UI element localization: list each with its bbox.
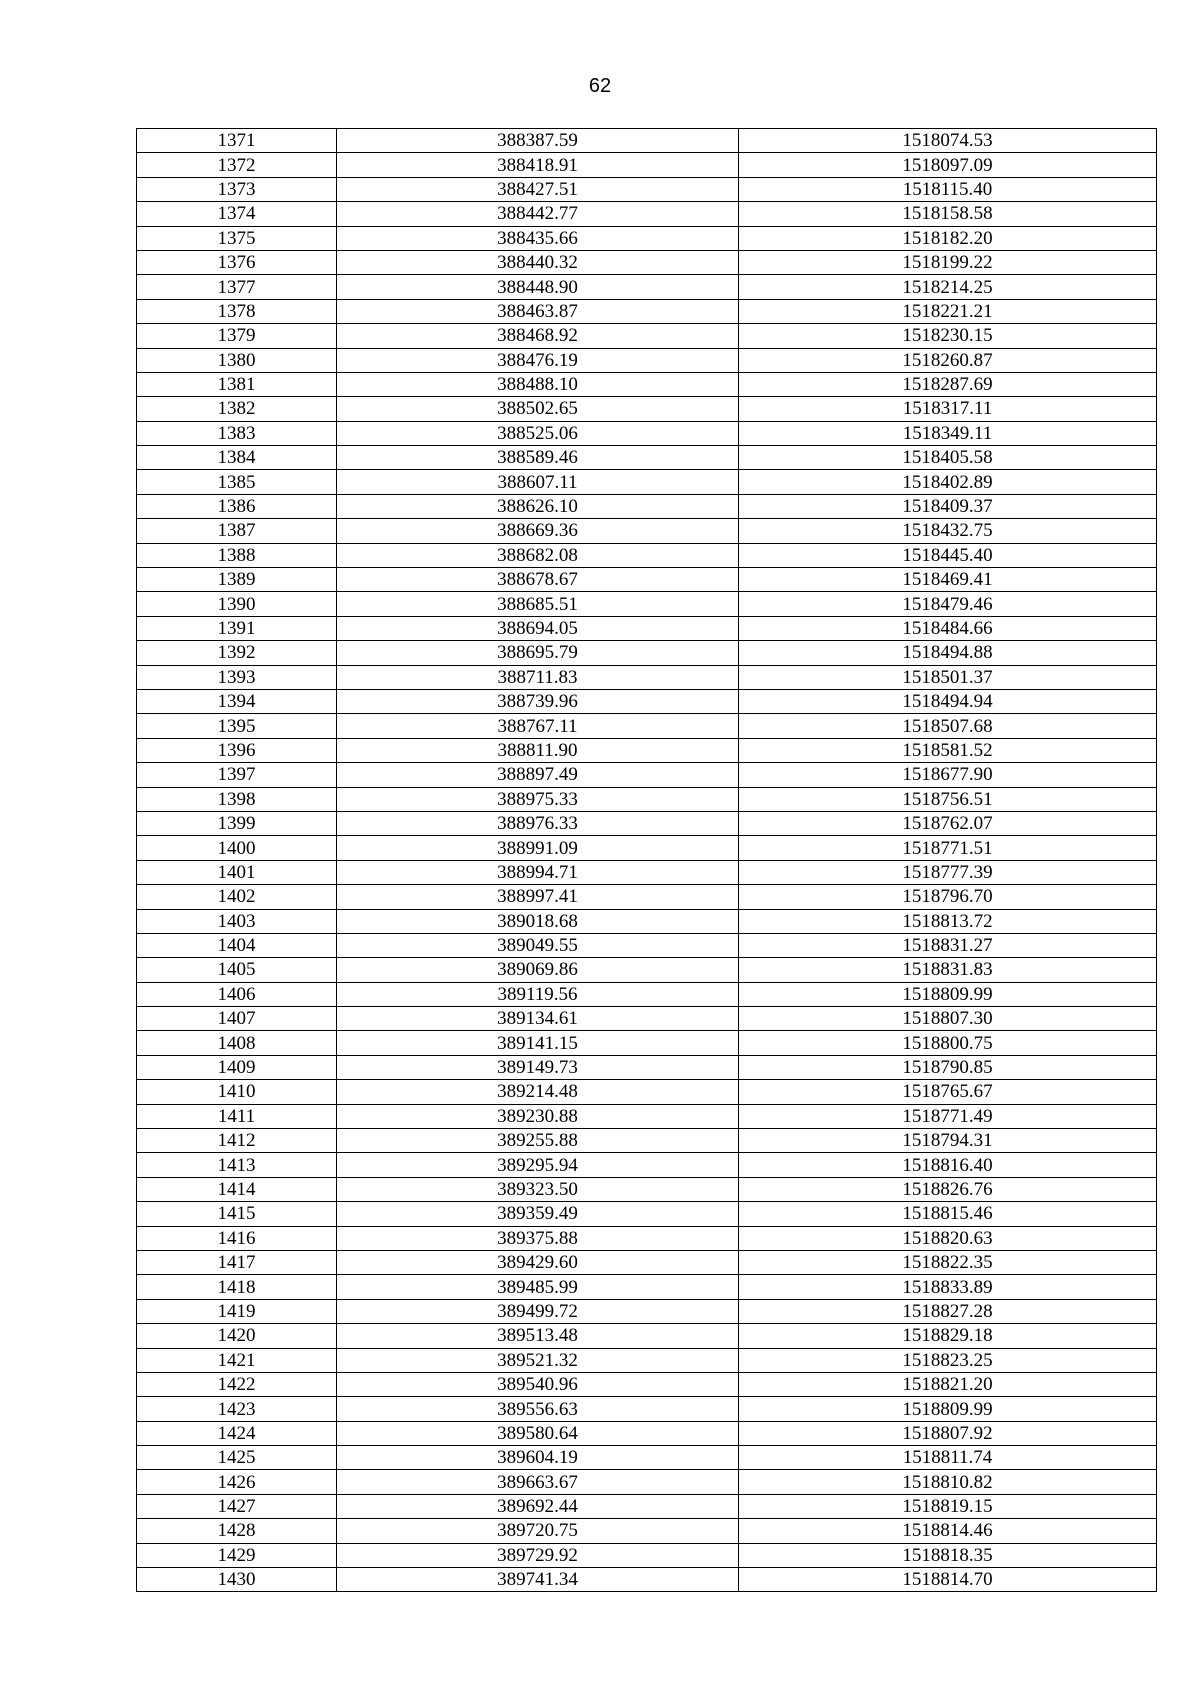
point-number-cell: 1413 [137, 1153, 337, 1177]
x-coordinate-cell: 388626.10 [337, 494, 739, 518]
x-coordinate-cell: 388685.51 [337, 592, 739, 616]
point-number-cell: 1429 [137, 1543, 337, 1567]
table-row [137, 1177, 1157, 1201]
y-coordinate-cell: 1518800.75 [739, 1031, 1157, 1055]
table-row [137, 1324, 1157, 1348]
table-row [137, 1104, 1157, 1128]
point-number-cell: 1387 [137, 519, 337, 543]
table-row [137, 348, 1157, 372]
y-coordinate-cell: 1518214.25 [739, 275, 1157, 299]
y-coordinate-cell: 1518501.37 [739, 665, 1157, 689]
y-coordinate-cell: 1518484.66 [739, 616, 1157, 640]
x-coordinate-cell: 388589.46 [337, 446, 739, 470]
point-number-cell: 1421 [137, 1348, 337, 1372]
y-coordinate-cell: 1518814.46 [739, 1519, 1157, 1543]
table-row [137, 1031, 1157, 1055]
table-row [137, 275, 1157, 299]
point-number-cell: 1411 [137, 1104, 337, 1128]
y-coordinate-cell: 1518811.74 [739, 1446, 1157, 1470]
x-coordinate-cell: 389741.34 [337, 1568, 739, 1592]
x-coordinate-cell: 389119.56 [337, 982, 739, 1006]
point-number-cell: 1401 [137, 860, 337, 884]
point-number-cell: 1404 [137, 933, 337, 957]
point-number-cell: 1416 [137, 1226, 337, 1250]
table-row [137, 1080, 1157, 1104]
x-coordinate-cell: 388468.92 [337, 324, 739, 348]
x-coordinate-cell: 389069.86 [337, 958, 739, 982]
y-coordinate-cell: 1518814.70 [739, 1568, 1157, 1592]
table-row [137, 1494, 1157, 1518]
point-number-cell: 1395 [137, 714, 337, 738]
y-coordinate-cell: 1518230.15 [739, 324, 1157, 348]
point-number-cell: 1394 [137, 689, 337, 713]
x-coordinate-cell: 388442.77 [337, 202, 739, 226]
point-number-cell: 1419 [137, 1299, 337, 1323]
table-row [137, 397, 1157, 421]
x-coordinate-cell: 389663.67 [337, 1470, 739, 1494]
table-row [137, 1202, 1157, 1226]
x-coordinate-cell: 388463.87 [337, 299, 739, 323]
y-coordinate-cell: 1518809.99 [739, 1397, 1157, 1421]
x-coordinate-cell: 388448.90 [337, 275, 739, 299]
point-number-cell: 1388 [137, 543, 337, 567]
point-number-cell: 1405 [137, 958, 337, 982]
x-coordinate-cell: 389359.49 [337, 1202, 739, 1226]
table-row [137, 1007, 1157, 1031]
y-coordinate-cell: 1518807.92 [739, 1421, 1157, 1445]
table-row [137, 519, 1157, 543]
table-row [137, 1397, 1157, 1421]
point-number-cell: 1414 [137, 1177, 337, 1201]
x-coordinate-cell: 389729.92 [337, 1543, 739, 1567]
y-coordinate-cell: 1518822.35 [739, 1250, 1157, 1274]
point-number-cell: 1374 [137, 202, 337, 226]
y-coordinate-cell: 1518807.30 [739, 1007, 1157, 1031]
x-coordinate-cell: 389604.19 [337, 1446, 739, 1470]
x-coordinate-cell: 389323.50 [337, 1177, 739, 1201]
table-row [137, 982, 1157, 1006]
y-coordinate-cell: 1518199.22 [739, 250, 1157, 274]
x-coordinate-cell: 388387.59 [337, 129, 739, 153]
point-number-cell: 1389 [137, 568, 337, 592]
point-number-cell: 1386 [137, 494, 337, 518]
y-coordinate-cell: 1518833.89 [739, 1275, 1157, 1299]
y-coordinate-cell: 1518794.31 [739, 1129, 1157, 1153]
table-row [137, 202, 1157, 226]
y-coordinate-cell: 1518581.52 [739, 738, 1157, 762]
y-coordinate-cell: 1518823.25 [739, 1348, 1157, 1372]
x-coordinate-cell: 388669.36 [337, 519, 739, 543]
y-coordinate-cell: 1518796.70 [739, 885, 1157, 909]
x-coordinate-cell: 388502.65 [337, 397, 739, 421]
table-row [137, 885, 1157, 909]
table-row [137, 1129, 1157, 1153]
table-row [137, 1543, 1157, 1567]
table-row [137, 1568, 1157, 1592]
table-row [137, 494, 1157, 518]
x-coordinate-cell: 388418.91 [337, 153, 739, 177]
table-row [137, 299, 1157, 323]
y-coordinate-cell: 1518287.69 [739, 372, 1157, 396]
table-row [137, 933, 1157, 957]
point-number-cell: 1372 [137, 153, 337, 177]
table-row [137, 1250, 1157, 1274]
y-coordinate-cell: 1518809.99 [739, 982, 1157, 1006]
x-coordinate-cell: 388739.96 [337, 689, 739, 713]
x-coordinate-cell: 389720.75 [337, 1519, 739, 1543]
x-coordinate-cell: 388525.06 [337, 421, 739, 445]
x-coordinate-cell: 389230.88 [337, 1104, 739, 1128]
table-row [137, 641, 1157, 665]
point-number-cell: 1379 [137, 324, 337, 348]
point-number-cell: 1403 [137, 909, 337, 933]
point-number-cell: 1402 [137, 885, 337, 909]
point-number-cell: 1396 [137, 738, 337, 762]
point-number-cell: 1393 [137, 665, 337, 689]
table-row [137, 1519, 1157, 1543]
coordinates-table [136, 128, 1157, 1592]
point-number-cell: 1392 [137, 641, 337, 665]
y-coordinate-cell: 1518260.87 [739, 348, 1157, 372]
x-coordinate-cell: 389149.73 [337, 1055, 739, 1079]
table-row [137, 1372, 1157, 1396]
x-coordinate-cell: 388695.79 [337, 641, 739, 665]
table-row [137, 1275, 1157, 1299]
y-coordinate-cell: 1518818.35 [739, 1543, 1157, 1567]
x-coordinate-cell: 388897.49 [337, 763, 739, 787]
table-row [137, 177, 1157, 201]
point-number-cell: 1398 [137, 787, 337, 811]
table-row [137, 543, 1157, 567]
point-number-cell: 1426 [137, 1470, 337, 1494]
y-coordinate-cell: 1518815.46 [739, 1202, 1157, 1226]
table-row [137, 153, 1157, 177]
y-coordinate-cell: 1518317.11 [739, 397, 1157, 421]
y-coordinate-cell: 1518831.83 [739, 958, 1157, 982]
page-number: 62 [588, 75, 612, 97]
table-row [137, 714, 1157, 738]
table-row [137, 787, 1157, 811]
table-row [137, 738, 1157, 762]
y-coordinate-cell: 1518827.28 [739, 1299, 1157, 1323]
y-coordinate-cell: 1518816.40 [739, 1153, 1157, 1177]
x-coordinate-cell: 388711.83 [337, 665, 739, 689]
table-row [137, 909, 1157, 933]
x-coordinate-cell: 388994.71 [337, 860, 739, 884]
point-number-cell: 1400 [137, 836, 337, 860]
table-row [137, 592, 1157, 616]
point-number-cell: 1412 [137, 1129, 337, 1153]
point-number-cell: 1424 [137, 1421, 337, 1445]
x-coordinate-cell: 388440.32 [337, 250, 739, 274]
y-coordinate-cell: 1518479.46 [739, 592, 1157, 616]
table-row [137, 1299, 1157, 1323]
coordinates-table-body [137, 129, 1157, 1592]
point-number-cell: 1406 [137, 982, 337, 1006]
x-coordinate-cell: 389375.88 [337, 1226, 739, 1250]
point-number-cell: 1417 [137, 1250, 337, 1274]
y-coordinate-cell: 1518445.40 [739, 543, 1157, 567]
table-row [137, 616, 1157, 640]
x-coordinate-cell: 389692.44 [337, 1494, 739, 1518]
y-coordinate-cell: 1518819.15 [739, 1494, 1157, 1518]
point-number-cell: 1376 [137, 250, 337, 274]
x-coordinate-cell: 389521.32 [337, 1348, 739, 1372]
point-number-cell: 1375 [137, 226, 337, 250]
point-number-cell: 1408 [137, 1031, 337, 1055]
x-coordinate-cell: 388976.33 [337, 811, 739, 835]
x-coordinate-cell: 388991.09 [337, 836, 739, 860]
y-coordinate-cell: 1518469.41 [739, 568, 1157, 592]
point-number-cell: 1381 [137, 372, 337, 396]
x-coordinate-cell: 388427.51 [337, 177, 739, 201]
point-number-cell: 1371 [137, 129, 337, 153]
point-number-cell: 1397 [137, 763, 337, 787]
y-coordinate-cell: 1518494.88 [739, 641, 1157, 665]
table-row [137, 446, 1157, 470]
point-number-cell: 1425 [137, 1446, 337, 1470]
x-coordinate-cell: 389295.94 [337, 1153, 739, 1177]
point-number-cell: 1410 [137, 1080, 337, 1104]
x-coordinate-cell: 388975.33 [337, 787, 739, 811]
point-number-cell: 1415 [137, 1202, 337, 1226]
point-number-cell: 1383 [137, 421, 337, 445]
x-coordinate-cell: 389018.68 [337, 909, 739, 933]
table-row [137, 1348, 1157, 1372]
y-coordinate-cell: 1518810.82 [739, 1470, 1157, 1494]
x-coordinate-cell: 389513.48 [337, 1324, 739, 1348]
y-coordinate-cell: 1518349.11 [739, 421, 1157, 445]
y-coordinate-cell: 1518494.94 [739, 689, 1157, 713]
point-number-cell: 1399 [137, 811, 337, 835]
table-row [137, 421, 1157, 445]
y-coordinate-cell: 1518777.39 [739, 860, 1157, 884]
point-number-cell: 1420 [137, 1324, 337, 1348]
point-number-cell: 1407 [137, 1007, 337, 1031]
table-row [137, 568, 1157, 592]
x-coordinate-cell: 388811.90 [337, 738, 739, 762]
point-number-cell: 1377 [137, 275, 337, 299]
y-coordinate-cell: 1518432.75 [739, 519, 1157, 543]
table-row [137, 689, 1157, 713]
point-number-cell: 1382 [137, 397, 337, 421]
point-number-cell: 1385 [137, 470, 337, 494]
point-number-cell: 1390 [137, 592, 337, 616]
x-coordinate-cell: 389429.60 [337, 1250, 739, 1274]
point-number-cell: 1418 [137, 1275, 337, 1299]
x-coordinate-cell: 388678.67 [337, 568, 739, 592]
point-number-cell: 1422 [137, 1372, 337, 1396]
y-coordinate-cell: 1518507.68 [739, 714, 1157, 738]
point-number-cell: 1423 [137, 1397, 337, 1421]
table-row [137, 665, 1157, 689]
y-coordinate-cell: 1518756.51 [739, 787, 1157, 811]
x-coordinate-cell: 388997.41 [337, 885, 739, 909]
point-number-cell: 1430 [137, 1568, 337, 1592]
x-coordinate-cell: 389540.96 [337, 1372, 739, 1396]
point-number-cell: 1427 [137, 1494, 337, 1518]
x-coordinate-cell: 388682.08 [337, 543, 739, 567]
y-coordinate-cell: 1518221.21 [739, 299, 1157, 323]
table-row [137, 958, 1157, 982]
y-coordinate-cell: 1518829.18 [739, 1324, 1157, 1348]
y-coordinate-cell: 1518762.07 [739, 811, 1157, 835]
point-number-cell: 1378 [137, 299, 337, 323]
point-number-cell: 1384 [137, 446, 337, 470]
y-coordinate-cell: 1518821.20 [739, 1372, 1157, 1396]
x-coordinate-cell: 389556.63 [337, 1397, 739, 1421]
point-number-cell: 1409 [137, 1055, 337, 1079]
y-coordinate-cell: 1518790.85 [739, 1055, 1157, 1079]
y-coordinate-cell: 1518820.63 [739, 1226, 1157, 1250]
table-row [137, 1055, 1157, 1079]
x-coordinate-cell: 389255.88 [337, 1129, 739, 1153]
y-coordinate-cell: 1518771.51 [739, 836, 1157, 860]
point-number-cell: 1428 [137, 1519, 337, 1543]
y-coordinate-cell: 1518074.53 [739, 129, 1157, 153]
y-coordinate-cell: 1518813.72 [739, 909, 1157, 933]
x-coordinate-cell: 388767.11 [337, 714, 739, 738]
y-coordinate-cell: 1518115.40 [739, 177, 1157, 201]
table-row [137, 1226, 1157, 1250]
y-coordinate-cell: 1518405.58 [739, 446, 1157, 470]
point-number-cell: 1373 [137, 177, 337, 201]
y-coordinate-cell: 1518826.76 [739, 1177, 1157, 1201]
x-coordinate-cell: 389580.64 [337, 1421, 739, 1445]
y-coordinate-cell: 1518765.67 [739, 1080, 1157, 1104]
x-coordinate-cell: 389141.15 [337, 1031, 739, 1055]
table-row [137, 1421, 1157, 1445]
table-row [137, 1470, 1157, 1494]
table-row [137, 763, 1157, 787]
y-coordinate-cell: 1518158.58 [739, 202, 1157, 226]
x-coordinate-cell: 389499.72 [337, 1299, 739, 1323]
x-coordinate-cell: 388435.66 [337, 226, 739, 250]
x-coordinate-cell: 389134.61 [337, 1007, 739, 1031]
table-row [137, 836, 1157, 860]
y-coordinate-cell: 1518771.49 [739, 1104, 1157, 1128]
y-coordinate-cell: 1518182.20 [739, 226, 1157, 250]
table-row [137, 226, 1157, 250]
table-row [137, 470, 1157, 494]
x-coordinate-cell: 389485.99 [337, 1275, 739, 1299]
table-row [137, 129, 1157, 153]
table-row [137, 1446, 1157, 1470]
table-row [137, 372, 1157, 396]
y-coordinate-cell: 1518677.90 [739, 763, 1157, 787]
table-row [137, 324, 1157, 348]
x-coordinate-cell: 388476.19 [337, 348, 739, 372]
x-coordinate-cell: 388694.05 [337, 616, 739, 640]
point-number-cell: 1380 [137, 348, 337, 372]
table-row [137, 860, 1157, 884]
y-coordinate-cell: 1518409.37 [739, 494, 1157, 518]
y-coordinate-cell: 1518402.89 [739, 470, 1157, 494]
y-coordinate-cell: 1518831.27 [739, 933, 1157, 957]
table-row [137, 811, 1157, 835]
y-coordinate-cell: 1518097.09 [739, 153, 1157, 177]
x-coordinate-cell: 388607.11 [337, 470, 739, 494]
table-row [137, 1153, 1157, 1177]
x-coordinate-cell: 389214.48 [337, 1080, 739, 1104]
point-number-cell: 1391 [137, 616, 337, 640]
x-coordinate-cell: 388488.10 [337, 372, 739, 396]
table-row [137, 250, 1157, 274]
x-coordinate-cell: 389049.55 [337, 933, 739, 957]
